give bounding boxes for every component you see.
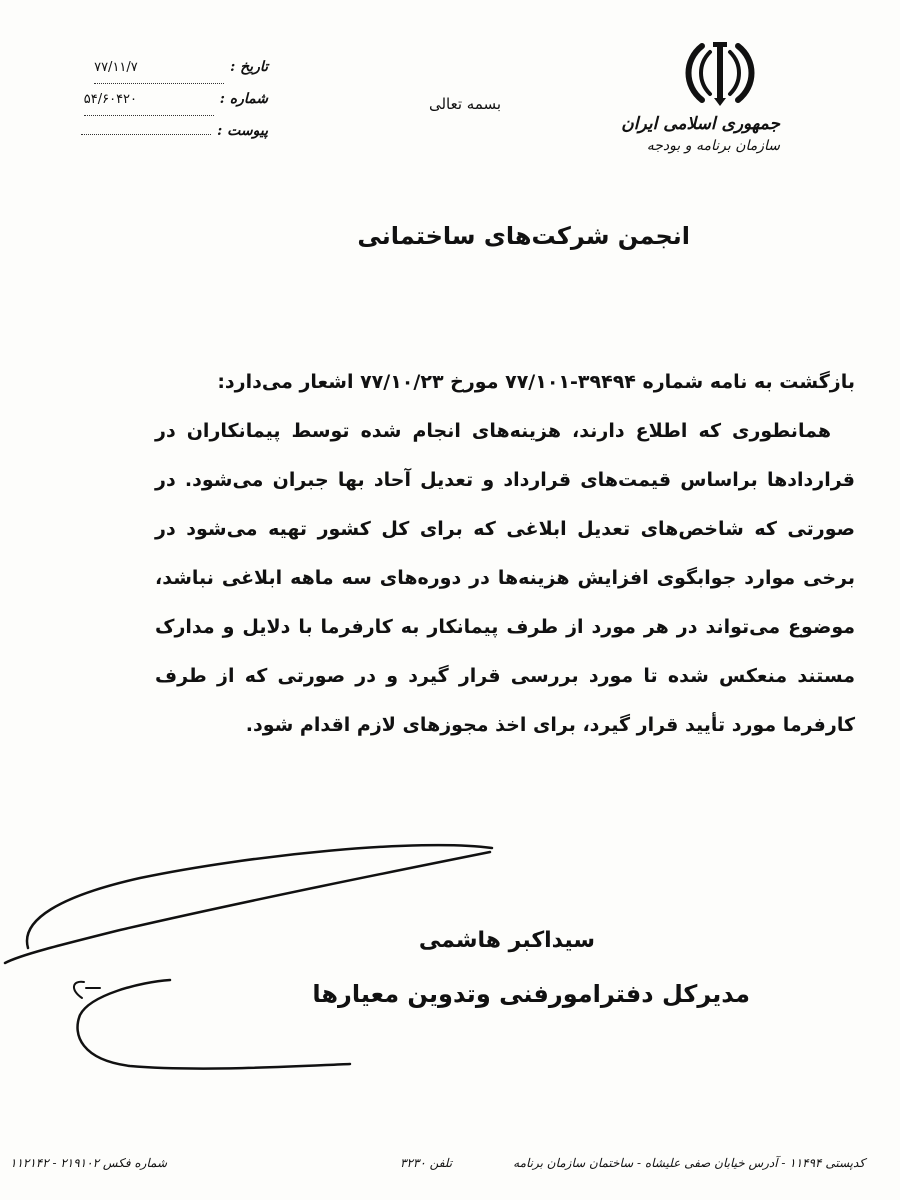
date-label: تاریخ : — [230, 59, 268, 75]
handwritten-signature — [0, 830, 520, 1090]
letterhead-emblem-block — [621, 38, 780, 154]
number-value: ۵۴/۶۰۴۲۰ — [84, 85, 214, 116]
letter-body — [155, 358, 855, 750]
date-value: ۷۷/۱۱/۷ — [94, 53, 224, 84]
attachment-label: پیوست : — [217, 123, 268, 139]
meta-attachment-row — [38, 116, 268, 146]
body-paragraph-intro: بازگشت به نامه شماره ۳۹۴۹۴-۷۷/۱۰۱ مورخ ۷۷/۱۰/۲۳ اشعار می‌دارد: — [217, 371, 855, 393]
organization-name: سازمان برنامه و بودجه — [646, 138, 780, 154]
signer-name: سیداکبر هاشمی — [418, 928, 595, 953]
recipient-heading: انجمن شرکت‌های ساختمانی — [357, 222, 690, 250]
attachment-value — [81, 134, 211, 135]
number-label: شماره : — [219, 91, 268, 107]
signer-title: مدیرکل دفترامورفنی وتدوین معیارها — [312, 980, 750, 1008]
country-name: جمهوری اسلامی ایران — [621, 114, 780, 134]
body-paragraph-main: همانطوری که اطلاع دارند، هزینه‌های انجام شده توسط پیمانکاران در قراردادها براساس قیمت‌های قرارداد و تعدیل آحاد بها جبران می‌شود. در صورتی که شاخص‌های تعدیل ابلاغی که برای کل کشور تهیه می‌شود در برخی موارد جوابگوی افزایش هزینه‌ها در دوره‌های سه ماهه ابلاغی نباشد، موضوع می‌تواند در هر مورد از طرف پیمانکار به کارفرما با دلایل و مدارک مستند منعکس شده تا مورد بررسی قرار گیرد و در صورتی که از طرف کارفرما مورد تأیید قرار گیرد، برای اخذ مجوزهای لازم اقدام شود. — [155, 420, 855, 736]
invocation-heading: بسمه تعالی — [428, 95, 502, 113]
footer-fax: شماره فکس ۲۱۹۱۰۲ - ۱۱۲۱۴۲ — [10, 1156, 168, 1170]
footer-address: کدپستی ۱۱۴۹۴ - آدرس خیابان صفی علیشاه - ساختمان سازمان برنامه — [513, 1156, 865, 1170]
letter-footer — [0, 1148, 900, 1188]
meta-number-row — [38, 84, 268, 116]
footer-phone: تلفن ۳۲۳۰ — [400, 1156, 453, 1170]
letter-metadata — [38, 52, 268, 146]
meta-date-row — [38, 52, 268, 84]
iran-emblem-icon — [680, 38, 760, 108]
